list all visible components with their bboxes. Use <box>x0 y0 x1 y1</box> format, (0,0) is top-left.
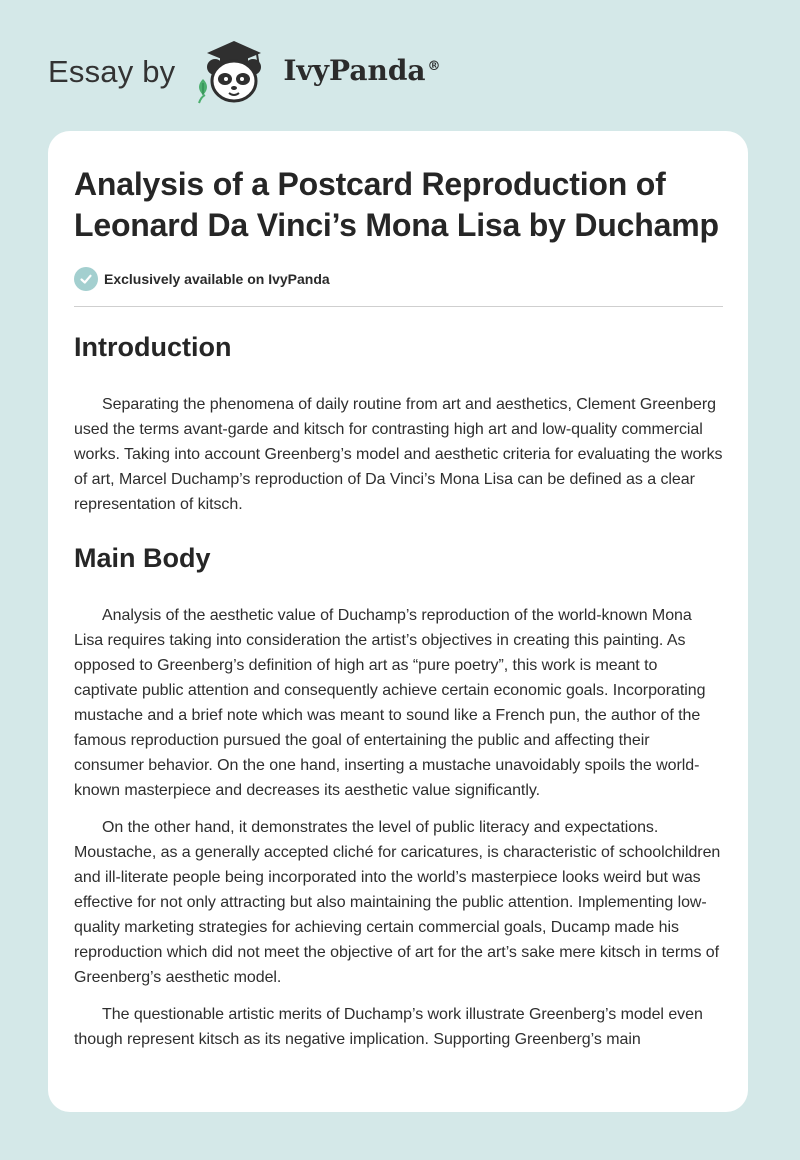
essay-by-label: Essay by <box>48 53 176 89</box>
exclusive-badge-label: Exclusively available on IvyPanda <box>104 271 330 287</box>
exclusive-badge <box>74 267 723 291</box>
section-heading-introduction: Introduction <box>74 332 232 362</box>
paragraph: Analysis of the aesthetic value of Duchamp’s reproduction of the world-known Mona Lisa requires taking into consideration the artist’s objectives in creating this painting. As opposed to Greenberg’s definition of high art as “pure poetry”, this work is meant to captivate public attention and consequently achieve certain economic goals. Incorporating mustache and a brief note which was meant to sound like a French pun, the author of the famous reproduction pursued the goal of entertaining the public and affecting their consumer behavior. On the one hand, inserting a mustache unavoidably spoils the world-known masterpiece and decreases its aesthetic value significantly. <box>74 607 706 799</box>
title-divider <box>74 306 723 307</box>
paragraph: Separating the phenomena of daily routine from art and aesthetics, Clement Greenberg used the terms avant-garde and kitsch for contrasting high art and low-quality commercial works. Taking into account Greenberg’s model and aesthetic criteria for evaluating the works of art, Marcel Duchamp’s reproduction of Da Vinci’s Mona Lisa can be defined as a clear representation of kitsch. <box>74 396 723 513</box>
paragraph: The questionable artistic merits of Duchamp’s work illustrate Greenberg’s model even though represent kitsch as its negative implication. Supporting Greenberg’s main <box>74 1006 703 1048</box>
check-circle-icon <box>74 267 98 291</box>
essay-title: Analysis of a Postcard Reproduction of Leonard Da Vinci’s Mona Lisa by Duchamp <box>74 166 719 243</box>
registered-mark: ® <box>427 58 441 74</box>
paragraph: On the other hand, it demonstrates the level of public literacy and expectations. Moustache, as a generally accepted cliché for caricatures, is characteristic of schoolchildren and ill-literate people being incorporated into the world’s masterpiece looks weird but was effective for not only attracting but also maintaining the public attention. Implementing low-quality marketing strategies for achieving certain commercial goals, Ducamp made his reproduction which did not meet the objective of art for the art’s sake mere kitsch in terms of Greenberg’s aesthetic model. <box>74 819 721 986</box>
site-header <box>48 34 441 108</box>
section-heading-main-body: Main Body <box>74 543 211 573</box>
brand-name[interactable]: IvyPanda ® <box>283 54 441 87</box>
essay-card <box>48 131 748 1112</box>
ivypanda-panda-logo-icon[interactable] <box>189 35 279 107</box>
